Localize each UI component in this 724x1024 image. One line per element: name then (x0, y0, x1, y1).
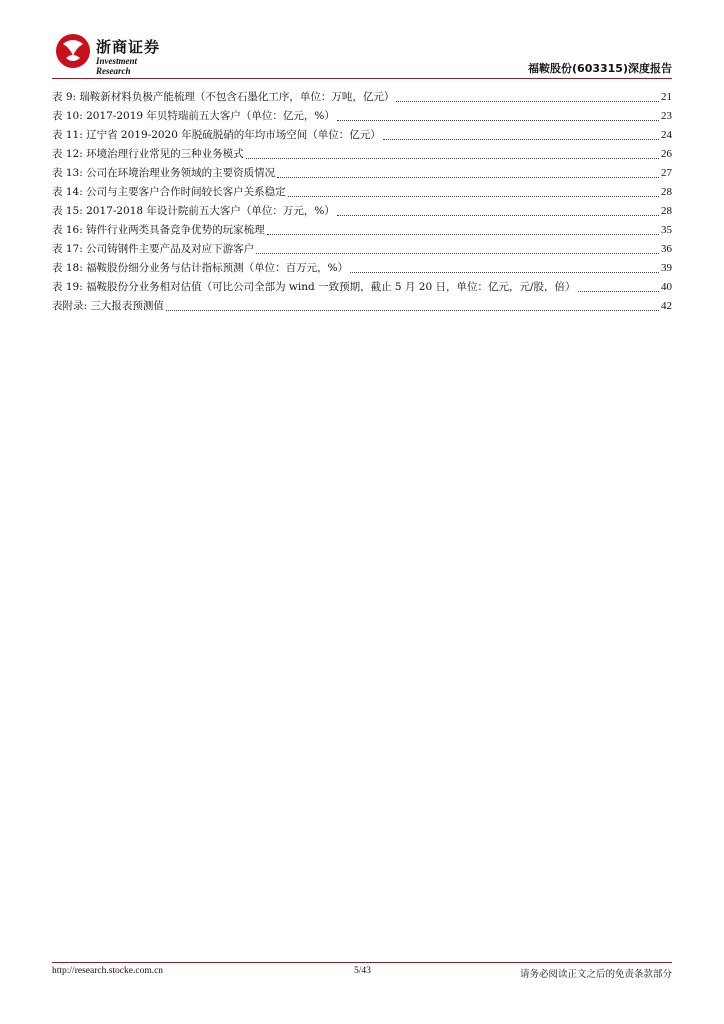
toc-entry-text: 公司铸钢件主要产品及对应下游客户 (86, 243, 255, 255)
toc-entry-title[interactable] (52, 297, 164, 316)
toc-entry[interactable] (52, 164, 672, 183)
toc-entry-text: 环境治理行业常见的三种业务模式 (86, 148, 244, 160)
toc-leader-dots (337, 215, 659, 216)
toc-leader-dots (350, 272, 659, 273)
toc-leader-dots (288, 196, 659, 197)
toc-entry-label: 表 10: (52, 110, 83, 122)
page-header (52, 30, 672, 76)
toc-entry-title[interactable] (52, 278, 576, 297)
toc-entry-text: 公司与主要客户合作时间较长客户关系稳定 (86, 186, 286, 198)
toc-entry-label: 表 12: (52, 148, 83, 160)
toc-leader-dots (267, 234, 659, 235)
toc-entry-text: 瑞鞍新材料负极产能梳理（不包含石墨化工序，单位：万吨，亿元） (79, 91, 395, 103)
toc-entry-title[interactable] (52, 164, 275, 183)
toc-entry-page[interactable]: 23 (661, 110, 672, 122)
toc-entry-label: 表 9: (52, 91, 77, 103)
footer-url-link[interactable]: http://research.stocke.com.cn (52, 966, 164, 976)
toc-entry-page[interactable]: 42 (661, 300, 672, 312)
toc-entry[interactable] (52, 145, 672, 164)
logo-emblem-icon (54, 32, 92, 70)
toc-entry[interactable] (52, 107, 672, 126)
toc-entry-title[interactable] (52, 202, 335, 221)
toc-entry-label: 表 15: (52, 205, 83, 217)
toc-entry-title[interactable] (52, 183, 286, 202)
toc-entry-title[interactable] (52, 126, 381, 145)
toc-entry-page[interactable]: 21 (661, 91, 672, 103)
toc-entry-label: 表 11: (52, 129, 83, 141)
toc-leader-dots (256, 253, 659, 254)
toc-entry[interactable] (52, 278, 672, 297)
toc-entry-text: 公司在环境治理业务领域的主要资质情况 (86, 167, 276, 179)
logo-en-text: Investment Research (96, 56, 138, 76)
toc-entry[interactable] (52, 297, 672, 316)
toc-leader-dots (578, 291, 659, 292)
toc-entry-page[interactable]: 35 (661, 224, 672, 236)
toc-entry-label: 表 18: (52, 262, 83, 274)
toc-leader-dots (396, 101, 659, 102)
table-of-tables (52, 88, 672, 316)
toc-entry-page[interactable]: 40 (661, 281, 672, 293)
header-divider (52, 78, 672, 79)
toc-entry[interactable] (52, 240, 672, 259)
toc-entry-page[interactable]: 28 (661, 205, 672, 217)
toc-leader-dots (337, 120, 659, 121)
toc-entry-text: 2017-2019 年贝特瑞前五大客户（单位：亿元，%） (86, 110, 335, 122)
report-title: 福鞍股份(603315)深度报告 (528, 62, 672, 75)
toc-entry-label: 表 13: (52, 167, 83, 179)
toc-entry-page[interactable]: 26 (661, 148, 672, 160)
toc-leader-dots (277, 177, 659, 178)
toc-leader-dots (383, 139, 659, 140)
toc-entry-label: 表 19: (52, 281, 83, 293)
toc-entry[interactable] (52, 202, 672, 221)
toc-entry-page[interactable]: 24 (661, 129, 672, 141)
toc-leader-dots (166, 310, 659, 311)
toc-entry-label: 表 17: (52, 243, 83, 255)
toc-entry-text: 三大报表预测值 (90, 300, 164, 312)
toc-entry-text: 福鞍股份分业务相对估值（可比公司全部为 wind 一致预期，截止 5 月 20 日，单位：亿元，元/股，倍） (86, 281, 576, 293)
toc-entry-title[interactable] (52, 221, 265, 240)
toc-entry-title[interactable] (52, 107, 335, 126)
toc-entry-title[interactable] (52, 88, 394, 107)
toc-entry-text: 2017-2018 年设计院前五大客户（单位：万元，%） (86, 205, 335, 217)
logo-cn-text: 浙商证券 (96, 38, 161, 56)
toc-entry-title[interactable] (52, 240, 254, 259)
page-number: 5/43 (354, 966, 371, 976)
toc-entry-page[interactable]: 39 (661, 262, 672, 274)
toc-entry[interactable] (52, 221, 672, 240)
toc-entry[interactable] (52, 126, 672, 145)
toc-leader-dots (246, 158, 659, 159)
toc-entry-title[interactable] (52, 259, 348, 278)
toc-entry-text: 辽宁省 2019-2020 年脱硫脱硝的年均市场空间（单位：亿元） (86, 129, 381, 141)
footer-divider (52, 962, 672, 963)
toc-entry-page[interactable]: 28 (661, 186, 672, 198)
toc-entry[interactable] (52, 183, 672, 202)
toc-entry-label: 表 16: (52, 224, 83, 236)
toc-entry-title[interactable] (52, 145, 244, 164)
toc-entry[interactable] (52, 88, 672, 107)
disclaimer-note: 请务必阅读正文之后的免责条款部分 (519, 969, 672, 980)
toc-entry-text: 福鞍股份细分业务与估计指标预测（单位：百万元，%） (86, 262, 349, 274)
toc-entry-text: 铸件行业两类具备竞争优势的玩家梳理 (86, 224, 265, 236)
company-logo (52, 30, 172, 74)
toc-entry[interactable] (52, 259, 672, 278)
toc-entry-page[interactable]: 36 (661, 243, 672, 255)
toc-entry-page[interactable]: 27 (661, 167, 672, 179)
toc-entry-label: 表附录: (52, 300, 88, 312)
toc-entry-label: 表 14: (52, 186, 83, 198)
